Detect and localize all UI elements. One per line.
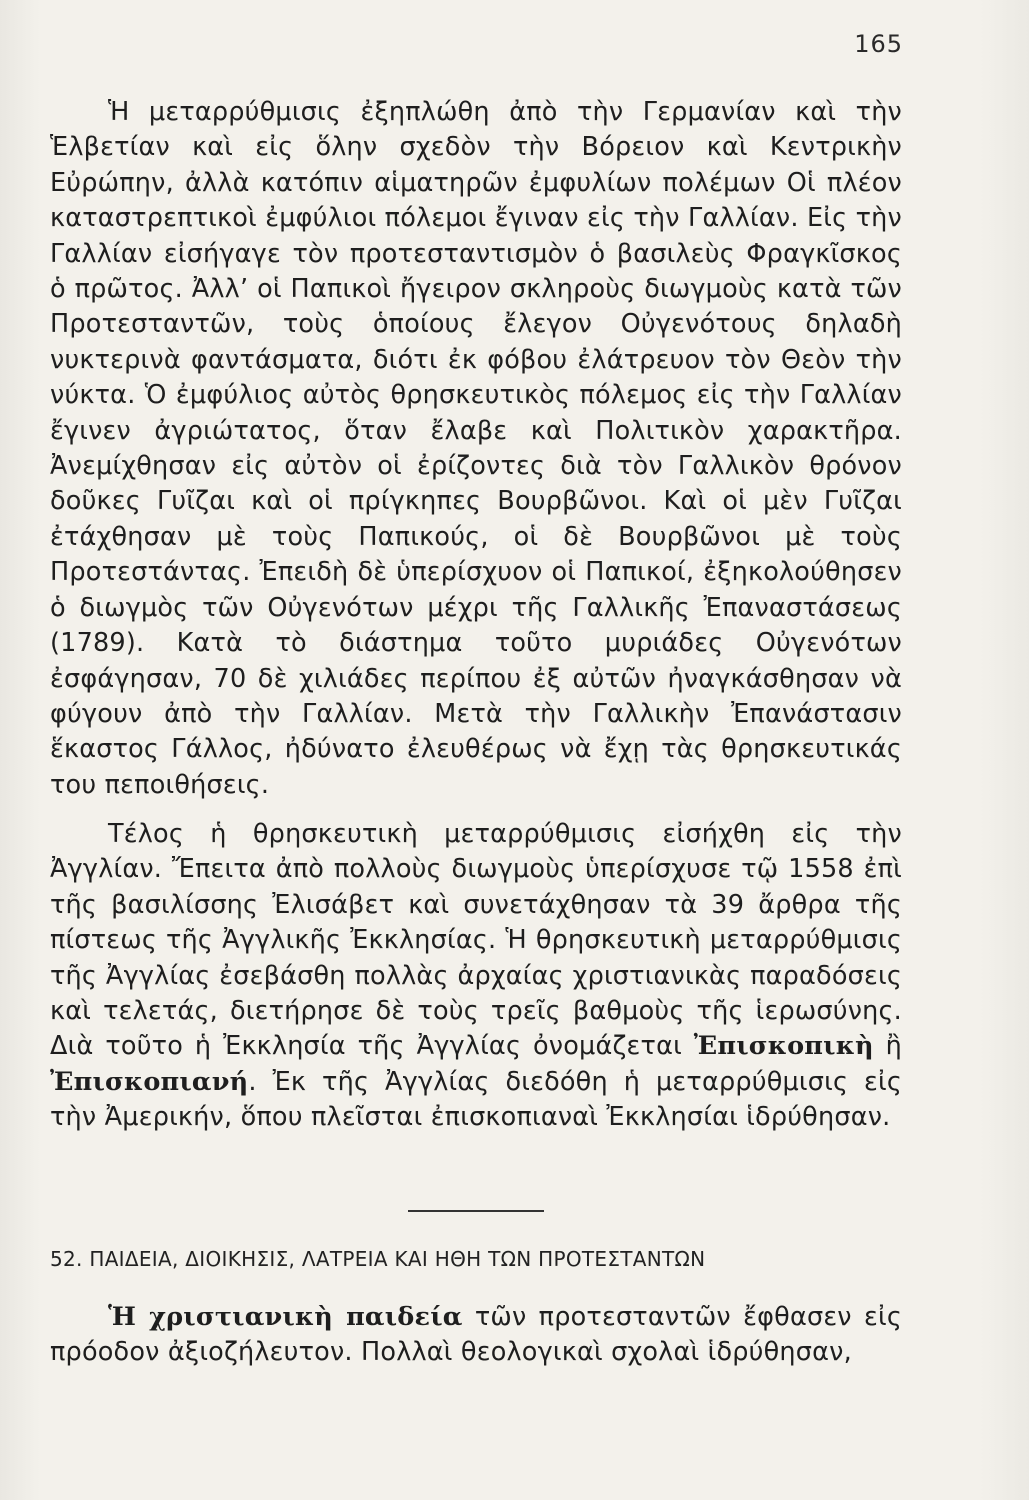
text-run: τῶν προτεσταντῶν ἔφθασεν εἰς πρόοδον ἀξιοζήλευτον. Πολλαὶ θεολογικαὶ σχολαὶ ἱδρύθησαν, (50, 1302, 902, 1368)
bold-term-episcopal: Ἐπισκοπικὴ (693, 1031, 874, 1062)
page-number: 165 (854, 30, 903, 58)
bold-lead-term: Ἡ χριστιανικὴ παιδεία (108, 1302, 463, 1332)
section-divider (408, 1210, 544, 1212)
paragraph-reformation-england (50, 817, 902, 1136)
paragraph-text (50, 1300, 902, 1371)
text-run: Τέλος ἡ θρησκευτικὴ μεταρρύθμισις εἰσήχθη εἰς τὴν Ἀγγλίαν. Ἔπειτα ἀπὸ πολλοὺς διωγμοὺς ὑπερίσχυσε τῷ 1558 ἐπὶ τῆς βασιλίσσης Ἐλισάβετ καὶ συνετάχθησαν τὰ 39 ἄρθρα τῆς πίστεως τῆς Ἀγγλικῆς Ἐκκλησίας. Ἡ θρησκευτικὴ μεταρρύθμισις τῆς Ἀγγλίας ἐσεβάσθη πολλὰς ἀρχαίας χριστιανικὰς παραδόσεις καὶ τελετάς, διετήρησε δὲ τοὺς τρεῖς βαθμοὺς τῆς ἱερωσύνης. Διὰ τοῦτο ἡ Ἐκκλησία τῆς Ἀγγλίας ὀνομάζεται (50, 819, 902, 1062)
paragraph-reformation-france (50, 95, 902, 803)
paragraph-text: Ἡ μεταρρύθμισις ἐξηπλώθη ἀπὸ τὴν Γερμανίαν καὶ τὴν Ἑλβετίαν καὶ εἰς ὅλην σχεδὸν τὴν Βόρειον καὶ Κεντρικὴν Εὐρώπην, ἀλλὰ κατόπιν αἱματηρῶν ἐμφυλίων πολέμων Οἱ πλέον καταστρεπτικοὶ ἐμφύλιοι πόλεμοι ἔγιναν εἰς τὴν Γαλλίαν. Εἰς τὴν Γαλλίαν εἰσήγαγε τὸν προτεσταντισμὸν ὁ βασιλεὺς Φραγκῖσκος ὁ πρῶτος. Ἀλλ’ οἱ Παπικοὶ ἤγειρον σκληροὺς διωγμοὺς κατὰ τῶν Προτεσταντῶν, τοὺς ὁποίους ἔλεγον Οὐγενότους δηλαδὴ νυκτερινὰ φαντάσματα, διότι ἐκ φόβου ἐλάτρευον τὸν Θεὸν τὴν νύκτα. Ὁ ἐμφύλιος αὐτὸς θρησκευτικὸς πόλεμος εἰς τὴν Γαλλίαν ἔγινεν ἀγριώτατος, ὅταν ἔλαβε καὶ Πολιτικὸν χαρακτῆρα. Ἀνεμίχθησαν εἰς αὐτὸν οἱ ἐρίζοντες διὰ τὸν Γαλλικὸν θρόνον δοῦκες Γυῖζαι καὶ οἱ πρίγκηπες Βουρβῶνοι. Καὶ οἱ μὲν Γυῖζαι ἐτάχθησαν μὲ τοὺς Παπικούς, οἱ δὲ Βουρβῶνοι μὲ τοὺς Προτεστάντας. Ἐπειδὴ δὲ ὑπερίσχυον οἱ Παπικοί, ἐξηκολούθησεν ὁ διωγμὸς τῶν Οὐγενότων μέχρι τῆς Γαλλικῆς Ἐπαναστάσεως (1789). Κατὰ τὸ διάστημα τοῦτο μυριάδες Οὐγενότων ἐσφάγησαν, 70 δὲ χιλιάδες περίπου ἐξ αὐτῶν ἠναγκάσθησαν νὰ φύγουν ἀπὸ τὴν Γαλλίαν. Μετὰ τὴν Γαλλικὴν Ἐπανάστασιν ἕκαστος Γάλλος, ἠδύνατο ἐλευθέρως νὰ ἔχῃ τὰς θρησκευτικάς του πεποιθήσεις. (50, 97, 902, 800)
text-run: . Ἐκ τῆς Ἀγγλίας διεδόθη ἡ μεταρρύθμισις εἰς τὴν Ἀμερικήν, ὅπου πλεῖσται ἐπισκοπιαναὶ Ἐκκλησίαι ἱδρύθησαν. (50, 1066, 902, 1133)
section-heading: 52. ΠΑΙΔΕΙΑ, ΔΙΟΙΚΗΣΙΣ, ΛΑΤΡΕΙΑ ΚΑΙ ΗΘΗ ΤΩΝ ΠΡΟΤΕΣΤΑΝΤΩΝ (50, 1247, 706, 1271)
paragraph-text (50, 817, 902, 1136)
paragraph-protestant-education (50, 1300, 902, 1371)
text-run: ἢ (873, 1031, 902, 1062)
bold-term-episcopalian: Ἐπισκοπιανή (50, 1066, 249, 1097)
